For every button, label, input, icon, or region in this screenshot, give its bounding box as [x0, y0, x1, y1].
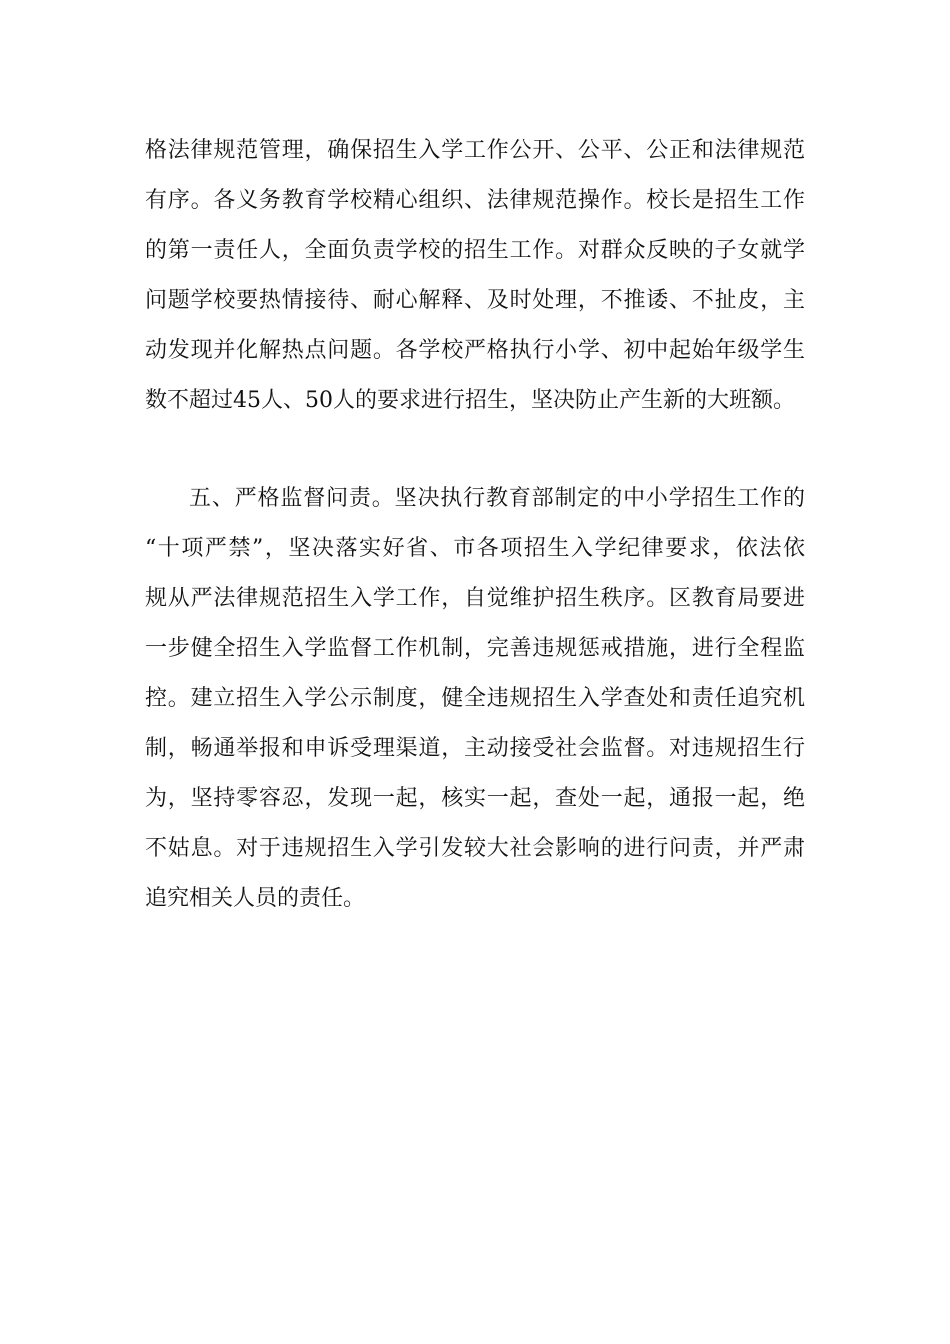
paragraph-line: 不姑息。对于违规招生入学引发较大社会影响的进行问责，并严肃 — [145, 836, 805, 861]
paragraph-line: 有序。各义务教育学校精心组织、法律规范操作。校长是招生工作 — [145, 188, 805, 213]
paragraph-line: 数不超过45人、50人的要求进行招生，坚决防止产生新的大班额。 — [145, 388, 795, 413]
paragraph-line: 追究相关人员的责任。 — [145, 886, 366, 911]
paragraph-line: 控。建立招生入学公示制度，健全违规招生入学查处和责任追究机 — [145, 686, 805, 711]
paragraph-line: 制，畅通举报和申诉受理渠道，主动接受社会监督。对违规招生行 — [145, 736, 805, 761]
paragraph-line: 问题学校要热情接待、耐心解释、及时处理，不推诿、不扯皮，主 — [145, 288, 805, 313]
paragraph-line: 格法律规范管理，确保招生入学工作公开、公平、公正和法律规范 — [145, 138, 805, 163]
paragraph-line: 一步健全招生入学监督工作机制，完善违规惩戒措施，进行全程监 — [145, 636, 805, 661]
paragraph-line: “十项严禁”，坚决落实好省、市各项招生入学纪律要求，依法依 — [145, 536, 805, 561]
paragraph-line: 的第一责任人，全面负责学校的招生工作。对群众反映的子女就学 — [145, 238, 805, 263]
paragraph-line: 为，坚持零容忍，发现一起，核实一起，查处一起，通报一起，绝 — [145, 786, 805, 811]
paragraph-line: 规从严法律规范招生入学工作，自觉维护招生秩序。区教育局要进 — [145, 586, 805, 611]
paragraph-line: 动发现并化解热点问题。各学校严格执行小学、初中起始年级学生 — [145, 338, 805, 363]
paragraph-heading-line: 五、严格监督问责。坚决执行教育部制定的中小学招生工作的 — [189, 486, 805, 511]
